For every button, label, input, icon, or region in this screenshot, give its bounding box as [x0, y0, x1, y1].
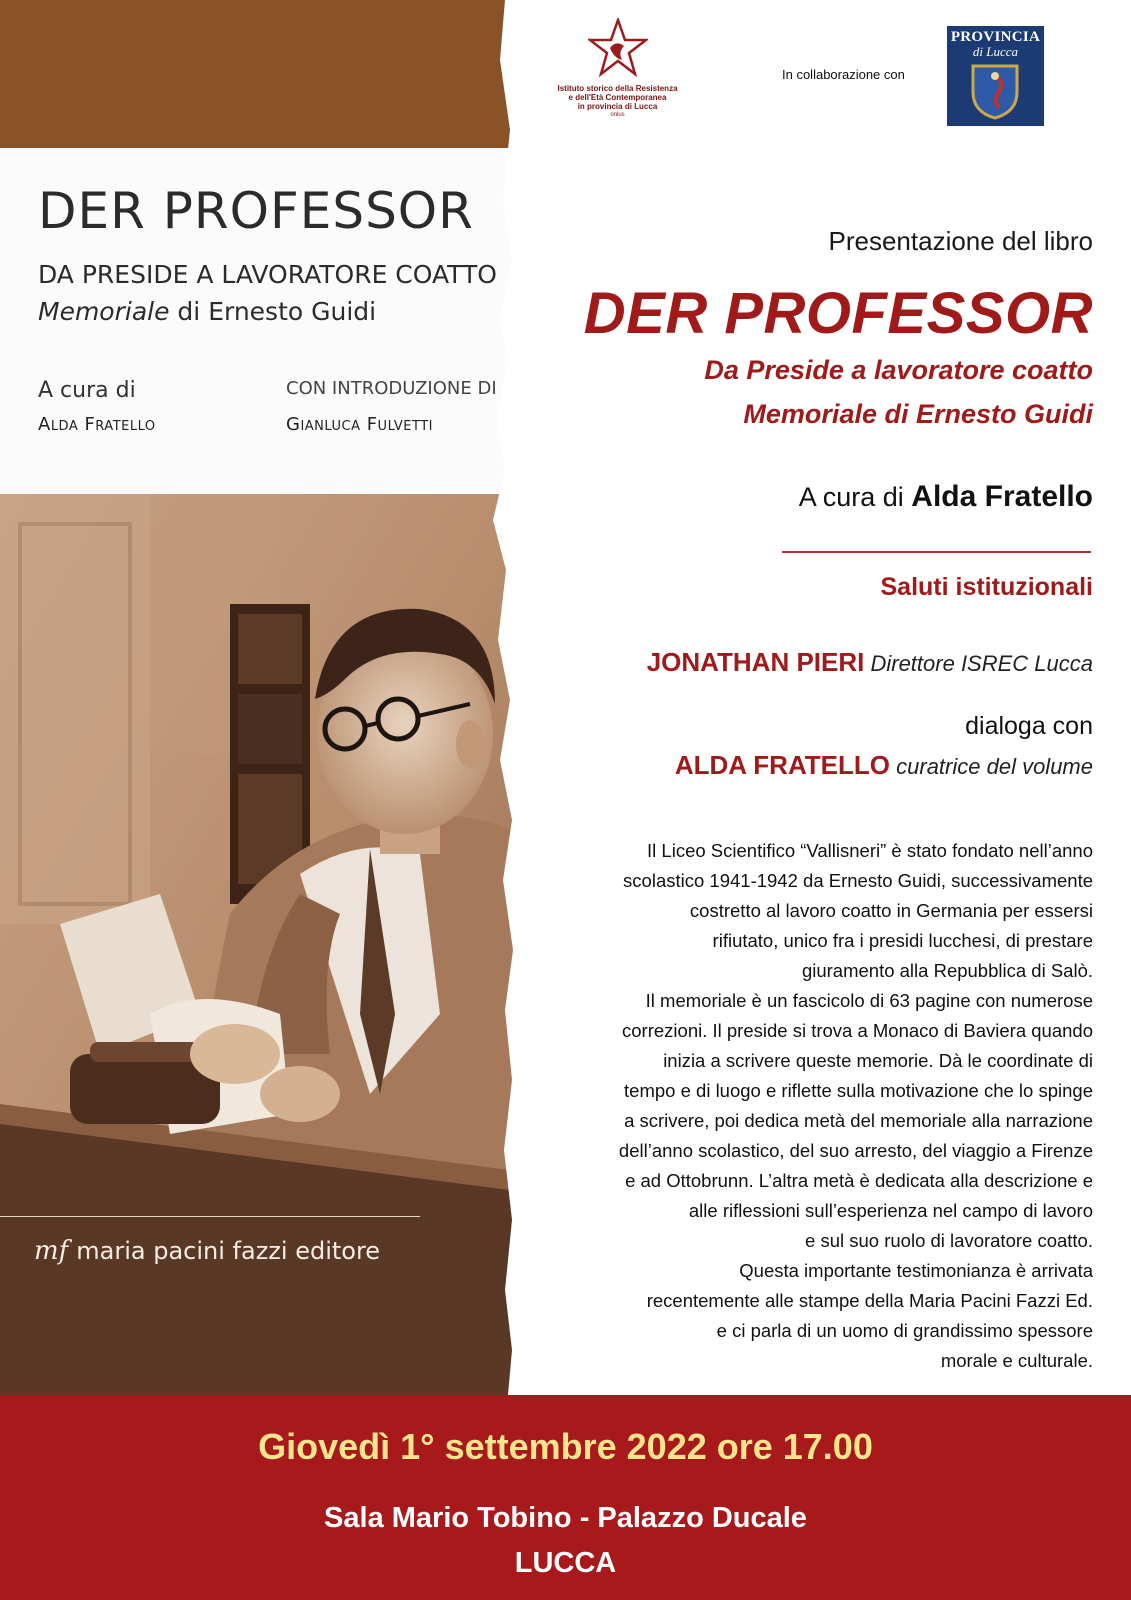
speaker-2-name: ALDA FRATELLO	[674, 750, 891, 780]
event-place: Sala Mario Tobino - Palazzo Ducale	[324, 1502, 807, 1534]
cover-publisher-rule	[0, 1216, 420, 1217]
cover-subtitle: DA PRESIDE A LAVORATORE COATTO	[38, 260, 497, 289]
description-line: scolastico 1941-1942 da Ernesto Guidi, successivamente	[623, 870, 1093, 891]
saluti-heading: Saluti istituzionali	[880, 573, 1093, 601]
cover-memoriale-word: Memoriale	[38, 297, 170, 326]
description-line: dell’anno scolastico, del suo arresto, del viaggio a Firenze	[618, 1140, 1093, 1161]
section-divider	[782, 551, 1091, 553]
cover-memoriale-rest: di Ernesto Guidi	[169, 297, 377, 326]
presentazione-label: Presentazione del libro	[828, 226, 1093, 256]
isrec-line-3: in provincia di Lucca	[577, 102, 658, 111]
publisher-mark: mf	[34, 1236, 69, 1266]
crest-icon	[969, 62, 1021, 120]
publisher-name: maria pacini fazzi editore	[76, 1237, 381, 1265]
isrec-line-2: e dell'Età Contemporanea	[568, 93, 667, 102]
cover-title: DER PROFESSOR	[38, 182, 474, 240]
cover-a-cura-di: A cura di	[38, 378, 136, 403]
isrec-caption	[555, 84, 680, 120]
cover-curatrice: Alda Fratello	[38, 414, 156, 435]
description-line: Il Liceo Scientifico “Vallisneri” è stato fondato nell’anno	[647, 840, 1093, 861]
isrec-line-4: onlus	[610, 112, 625, 118]
collaboration-label: In collaborazione con	[782, 67, 905, 82]
description-line: e sul suo ruolo di lavoratore coatto.	[805, 1230, 1093, 1251]
event-city: LUCCA	[514, 1547, 617, 1579]
isrec-line-1: Istituto storico della Resistenza	[557, 84, 678, 93]
cover-publisher	[34, 1236, 380, 1266]
speaker-2-role: curatrice del volume	[890, 754, 1093, 779]
description-line: a scrivere, poi dedica metà del memoriale alla narrazione	[624, 1110, 1093, 1131]
description-line: tempo e di luogo e riflette sulla motivazione che lo spinge	[624, 1080, 1093, 1101]
description-line: morale e culturale.	[940, 1350, 1093, 1371]
provincia-title: PROVINCIA	[950, 29, 1041, 45]
description-text	[503, 836, 1093, 1376]
book-cover	[0, 0, 540, 1395]
description-line: Il memoriale è un fascicolo di 63 pagine con numerose	[645, 990, 1093, 1011]
description-line: costretto al lavoro coatto in Germania per essersi	[689, 900, 1093, 921]
description-line: e ci parla di un uomo di grandissimo spessore	[716, 1320, 1093, 1341]
curatrice-line	[799, 480, 1093, 514]
book-subtitle-2: Memoriale di Ernesto Guidi	[743, 399, 1093, 429]
description-line: Questa importante testimonianza è arrivata	[739, 1260, 1093, 1281]
cover-memoriale	[38, 297, 376, 326]
cover-introduttore: Gianluca Fulvetti	[286, 414, 433, 435]
event-date: Giovedì 1° settembre 2022 ore 17.00	[258, 1426, 873, 1467]
curatrice-name: Alda Fratello	[911, 480, 1093, 513]
speaker-1-name: JONATHAN PIERI	[646, 647, 865, 677]
description-line: correzioni. Il preside si trova a Monaco di Baviera quando	[622, 1020, 1093, 1041]
provincia-logo	[947, 26, 1044, 126]
speaker-1-role: Direttore ISREC Lucca	[864, 651, 1093, 676]
description-line: rifiutato, unico fra i presidi lucchesi, di prestare	[712, 930, 1093, 951]
cover-introduzione-label: CON INTRODUZIONE DI	[286, 378, 497, 399]
speaker-2	[675, 750, 1093, 781]
book-subtitle-1: Da Preside a lavoratore coatto	[704, 355, 1093, 385]
star-icon	[588, 18, 648, 78]
dialoga-label: dialoga con	[965, 712, 1093, 740]
isrec-logo	[555, 18, 680, 120]
a-cura-di-label: A cura di	[798, 482, 912, 512]
description-line: alle riflessioni sull’esperienza nel campo di lavoro	[688, 1200, 1093, 1221]
provincia-sub: di Lucca	[972, 44, 1019, 59]
description-line: inizia a scrivere queste memorie. Dà le coordinate di	[663, 1050, 1093, 1071]
speaker-1	[647, 647, 1093, 678]
book-title: DER PROFESSOR	[583, 281, 1093, 346]
description-line: recentemente alle stampe della Maria Pacini Fazzi Ed.	[646, 1290, 1093, 1311]
description-line: giuramento alla Repubblica di Salò.	[801, 960, 1093, 981]
description-line: e ad Ottobrunn. L’altra metà è dedicata alla descrizione e	[625, 1170, 1093, 1191]
